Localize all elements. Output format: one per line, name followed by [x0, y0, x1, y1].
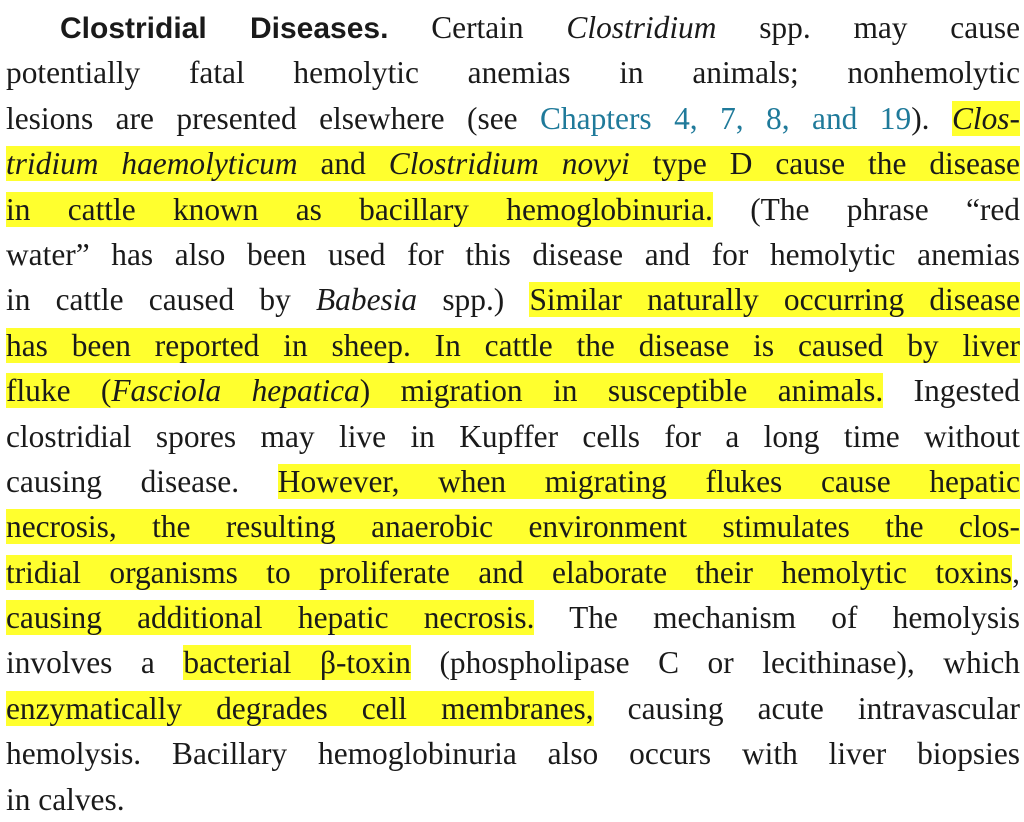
italic-term: Babesia — [316, 282, 418, 318]
highlighted-text: Fasciola hepatica — [111, 373, 360, 409]
text-span: , — [1012, 554, 1020, 590]
highlighted-text: causing additional hepatic necrosis. — [6, 600, 535, 636]
highlighted-text: tridium haemolyticum — [6, 146, 298, 182]
text-span: Certain — [388, 10, 567, 45]
text-span: causing acute intravascular — [593, 690, 1020, 726]
highlighted-text: enzymatically degrades cell membranes, — [6, 690, 594, 726]
text-span: spp.) — [417, 282, 530, 318]
text-span: The mechanism of hemolysis — [534, 600, 1020, 636]
text-line — [6, 232, 1020, 277]
text-span: clostridial spores may live in Kupffer cells for a long time without — [6, 418, 1020, 454]
highlighted-text: type D cause the disease — [629, 146, 1020, 182]
text-span: involves a — [6, 645, 184, 681]
text-line — [6, 595, 1020, 640]
text-span: water” has also been used for this disease and for hemolytic anemias — [6, 236, 1020, 272]
text-line — [6, 459, 1020, 504]
section-heading: Clostridial Diseases. — [60, 12, 389, 45]
text-span: causing disease. — [6, 463, 278, 499]
text-line — [6, 5, 1020, 50]
highlighted-text: tridial organisms to proliferate and elaborate their hemolytic toxins — [6, 554, 1013, 590]
text-line — [6, 368, 1020, 413]
text-line — [6, 504, 1020, 549]
text-line — [6, 323, 1020, 368]
text-span: (The phrase “red — [712, 191, 1020, 227]
text-line — [6, 777, 1020, 822]
text-line — [6, 187, 1020, 232]
text-line — [6, 50, 1020, 95]
highlighted-text: bacterial β-toxin — [183, 645, 411, 681]
chapter-reference-link[interactable]: Chapters 4, 7, 8, and 19 — [540, 100, 912, 136]
text-span: in calves. — [6, 781, 125, 817]
italic-term: Clostridium — [566, 10, 717, 45]
text-span: Ingested — [883, 373, 1020, 409]
highlighted-text: in cattle known as bacillary hemoglobinuria. — [6, 191, 713, 227]
highlighted-text: has been reported in sheep. In cattle the disease is caused by liver — [6, 327, 1020, 363]
text-span: potentially fatal hemolytic anemias in animals; nonhemolytic — [6, 55, 1020, 91]
highlighted-text: Clos- — [951, 100, 1020, 136]
highlighted-text: Clostridium novyi — [388, 146, 630, 182]
text-span: (phospholipase C or lecithinase), which — [410, 645, 1020, 681]
text-span: hemolysis. Bacillary hemoglobinuria also occurs with liver biopsies — [6, 736, 1020, 772]
text-span: spp. may cause — [716, 10, 1021, 45]
highlighted-text: necrosis, the resulting anaerobic environment stimulates the clos- — [6, 509, 1020, 545]
highlighted-text: However, when migrating flukes cause hepatic — [277, 463, 1020, 499]
text-span: lesions are presented elsewhere (see — [6, 100, 541, 136]
text-line — [6, 731, 1020, 776]
text-line — [6, 686, 1020, 731]
paragraph — [6, 5, 1020, 822]
text-span: in cattle caused by — [6, 282, 316, 318]
text-line — [6, 640, 1020, 685]
highlighted-text: ) migration in susceptible animals. — [359, 373, 884, 409]
highlighted-text: Similar naturally occurring disease — [529, 282, 1020, 318]
highlighted-text: and — [297, 146, 389, 182]
highlighted-text: fluke ( — [6, 373, 112, 409]
text-line — [6, 277, 1020, 322]
text-span: ). — [911, 100, 952, 136]
text-line — [6, 550, 1020, 595]
text-line — [6, 141, 1020, 186]
text-line — [6, 96, 1020, 141]
text-line — [6, 414, 1020, 459]
